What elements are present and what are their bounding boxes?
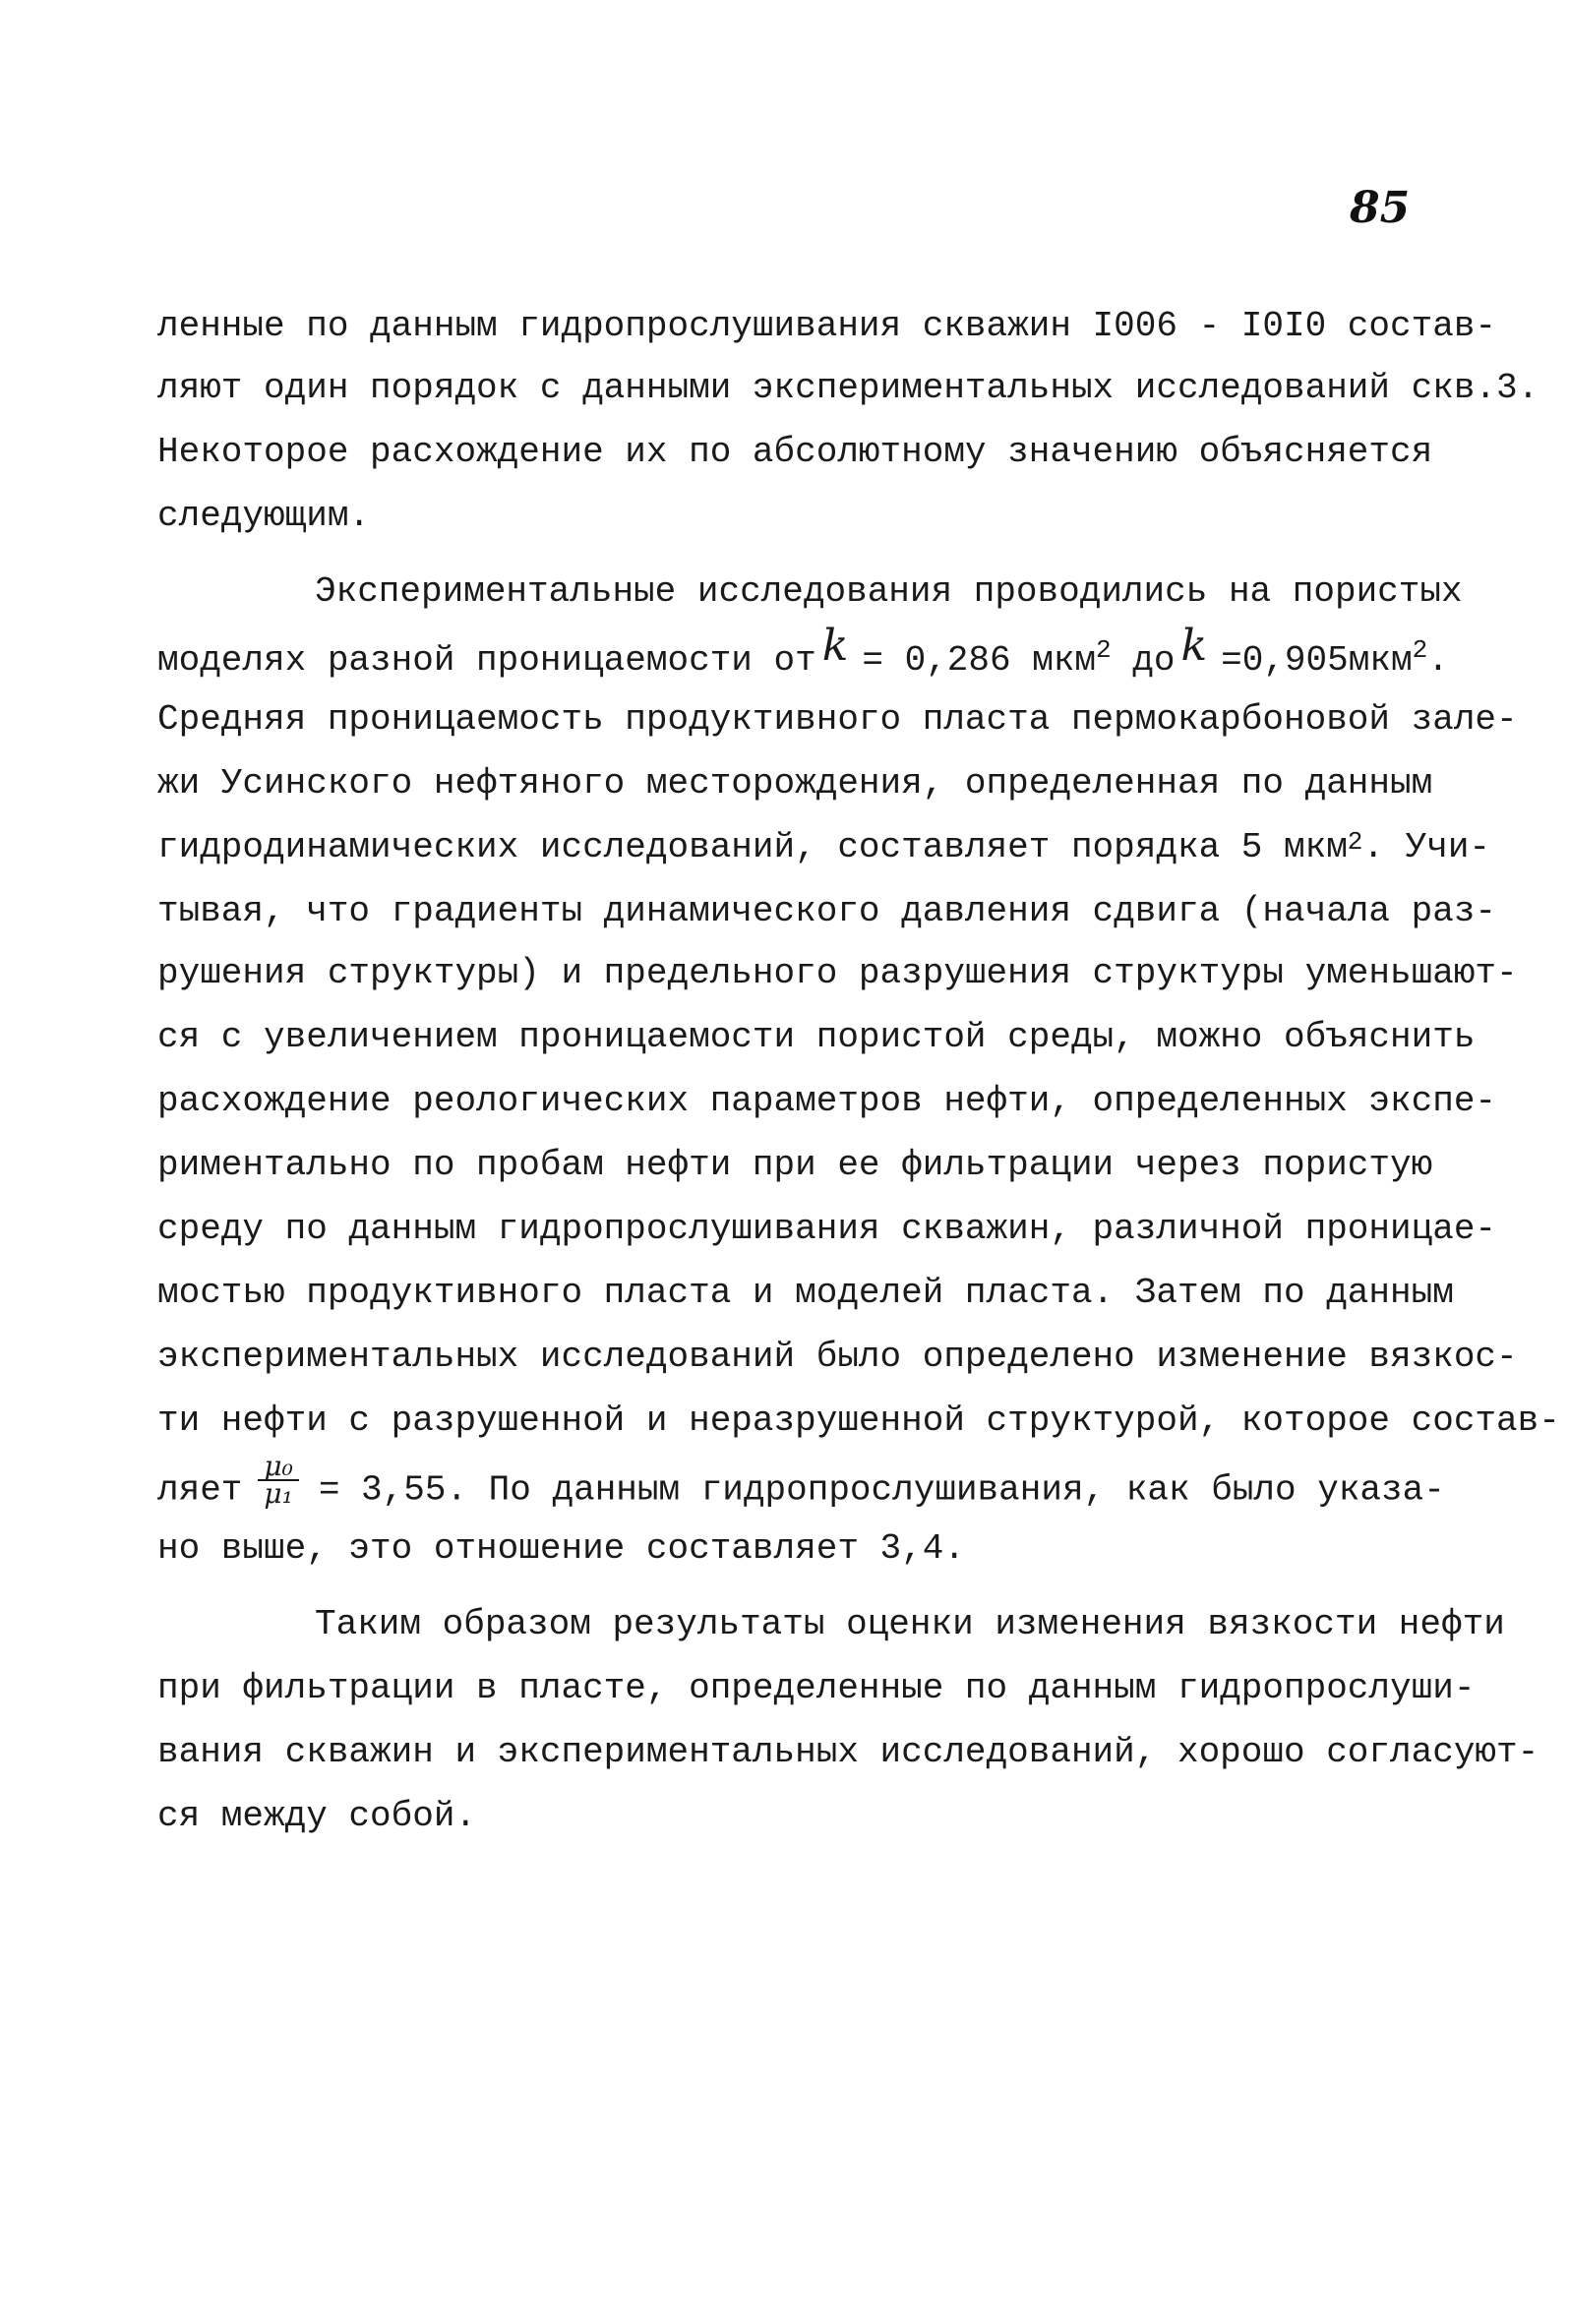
- text-line-13: расхождение реологических параметров нефти, определенных экспе-: [157, 1081, 1497, 1121]
- text-fragment: гидродинамических исследований, составляет порядка 5 мкм: [157, 827, 1348, 867]
- permeability-symbol: k: [821, 621, 849, 671]
- superscript: 2: [1347, 827, 1363, 857]
- text-line-2: ляют один порядок с данными экспериментальных исследований скв.3.: [157, 368, 1539, 408]
- text-line-10: тывая, что градиенты динамического давления сдвига (начала раз-: [157, 891, 1497, 931]
- text-fragment: ляет: [157, 1469, 243, 1511]
- text-line-17: экспериментальных исследований было определено изменение вязкос-: [157, 1337, 1518, 1377]
- text-line-20: но выше, это отношение составляет 3,4.: [157, 1528, 965, 1569]
- text-line-14: риментально по пробам нефти при ее фильтрации через пористую: [157, 1145, 1433, 1185]
- text-line-16: мостью продуктивного пласта и моделей пласта. Затем по данным: [157, 1273, 1454, 1313]
- text-line-12: ся с увеличением проницаемости пористой среды, можно объяснить: [157, 1017, 1476, 1057]
- text-fragment: моделях разной проницаемости от: [157, 640, 816, 681]
- superscript: 2: [1096, 635, 1112, 665]
- fraction-denominator: μ₁: [258, 1479, 298, 1507]
- fraction-numerator: μ₀: [264, 1450, 293, 1482]
- text-line-9: [157, 826, 1490, 869]
- text-fragment: = 0,286 мкм: [862, 640, 1097, 681]
- text-line-21: Таким образом результаты оценки изменения вязкости нефти: [315, 1604, 1505, 1644]
- text-line-19: [157, 1450, 1445, 1511]
- text-line-8: жи Усинского нефтяного месторождения, определенная по данным: [157, 763, 1433, 804]
- viscosity-ratio-fraction: [258, 1450, 298, 1510]
- text-fragment: . Учи-: [1362, 827, 1491, 867]
- permeability-symbol: k: [1180, 621, 1208, 671]
- text-line-6: [157, 621, 1449, 681]
- text-line-1: ленные по данным гидропрослушивания скважин I006 - I0I0 состав-: [157, 306, 1497, 346]
- text-line-22: при фильтрации в пласте, определенные по данным гидропрослуши-: [157, 1668, 1476, 1708]
- text-fragment: до: [1111, 640, 1176, 681]
- text-line-5: Экспериментальные исследования проводились на пористых: [315, 571, 1463, 612]
- text-fragment: = 3,55. По данным гидропрослушивания, как было указа-: [318, 1469, 1445, 1511]
- text-fragment: =0,905мкм: [1221, 640, 1413, 681]
- text-line-15: среду по данным гидропрослушивания скважин, различной проницае-: [157, 1209, 1497, 1249]
- superscript: 2: [1412, 635, 1428, 665]
- text-line-24: ся между собой.: [157, 1796, 477, 1836]
- text-line-11: рушения структуры) и предельного разрушения структуры уменьшают-: [157, 953, 1518, 993]
- text-line-4: следующим.: [157, 496, 371, 536]
- text-fragment: .: [1427, 640, 1449, 681]
- text-line-23: вания скважин и экспериментальных исследований, хорошо согласуют-: [157, 1732, 1539, 1772]
- text-line-18: ти нефти с разрушенной и неразрушенной структурой, которое состав-: [157, 1400, 1560, 1441]
- text-line-7: Средняя проницаемость продуктивного пласта пермокарбоновой зале-: [157, 699, 1518, 740]
- page-number: 85: [1350, 183, 1411, 233]
- text-line-3: Некоторое расхождение их по абсолютному значению объясняется: [157, 432, 1433, 472]
